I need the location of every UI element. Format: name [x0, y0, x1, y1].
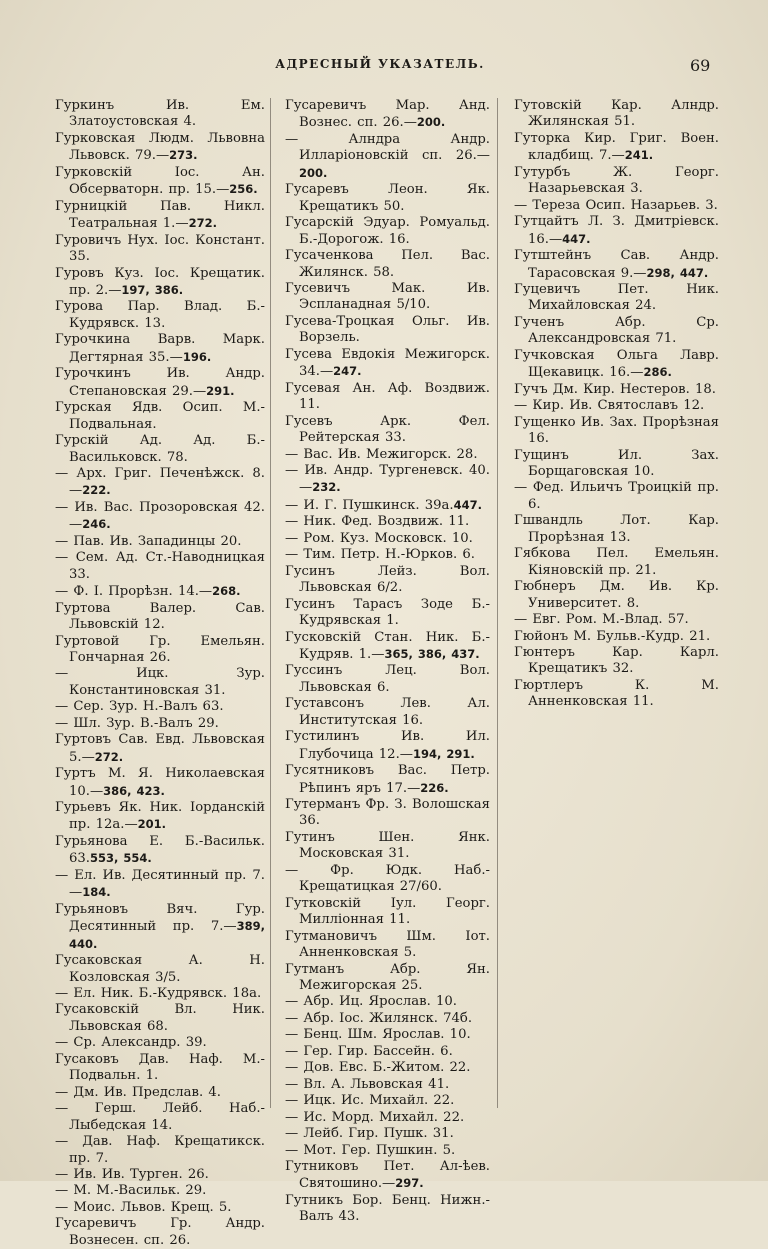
directory-entry: [55, 766, 265, 800]
entry-text: — Арх. Григ. Печенѣжск. 8.—: [55, 465, 265, 499]
entry-text: Гусаревъ Леон. Як. Крещатикъ 50.: [285, 182, 490, 214]
directory-entry: [55, 800, 265, 834]
entry-text: Гусаковская А. Н. Козловская 3/5.: [55, 953, 265, 985]
entry-text: — М. М.-Васильк. 29.: [55, 1183, 207, 1199]
entry-text: Гусаревичъ Мар. Анд. Вознес. сп. 26.—: [285, 98, 490, 131]
entry-phone-numbers: 272.: [188, 216, 217, 231]
entry-phone-numbers: 447.: [453, 497, 482, 512]
directory-entry: [514, 348, 719, 382]
entry-text: — Мот. Гер. Пушкин. 5.: [285, 1142, 456, 1158]
entry-text: Гурьянова Е. Б.-Васильк. 63.: [55, 833, 265, 867]
directory-entry: [55, 500, 265, 534]
entry-text: Густавсонъ Лев. Ал. Институтская 16.: [285, 696, 490, 728]
entry-text: Гурковская Людм. Львовна Львовск. 79.—: [55, 130, 265, 164]
entry-text: Гучъ Дм. Кир. Нестеров. 18.: [514, 381, 716, 397]
directory-entry: [285, 281, 490, 314]
directory-entry: [285, 1193, 490, 1226]
entry-text: — Моис. Львов. Крещ. 5.: [55, 1199, 232, 1215]
entry-text: Гуртовъ Сав. Евд. Львовская 5.—: [55, 732, 265, 765]
entry-text: Гуровичъ Нух. Іос. Констант. 35.: [55, 232, 265, 265]
directory-entry: [55, 1167, 265, 1183]
entry-phone-numbers: 272.: [94, 749, 124, 764]
directory-entry: [514, 382, 719, 398]
entry-text: — Фр. Юдк. Наб.-Крещатицкая 27/60.: [285, 862, 490, 895]
directory-entry: [55, 1085, 265, 1101]
entry-text: Гуторка Кир. Григ. Воен. кладбищ. 7.—: [514, 130, 719, 164]
directory-entry: [55, 1216, 265, 1249]
entry-text: Гурская Ядв. Осип. М.-Подвальная.: [55, 400, 265, 432]
entry-phone-numbers: 241.: [624, 148, 654, 163]
directory-entry: [285, 564, 490, 597]
directory-entry: [55, 466, 265, 500]
directory-entry: [55, 1134, 265, 1167]
entry-phone-numbers: 196.: [182, 349, 212, 364]
entry-text: Гусаревичъ Гр. Андр. Вознесен. сп. 26.: [55, 1216, 265, 1248]
directory-entry: [285, 98, 490, 132]
entry-text: Гусаковскій Вл. Ник. Львовская 68.: [55, 1002, 265, 1034]
entry-text: Гусинъ Лейз. Вол. Львовская 6/2.: [285, 563, 490, 596]
directory-entry: [285, 1044, 490, 1060]
entry-phone-numbers: 268.: [212, 584, 241, 599]
entry-text: Гюбнеръ Дм. Ив. Кр. Университет. 8.: [514, 579, 719, 611]
directory-entry: [285, 414, 490, 447]
directory-entry: [285, 763, 490, 797]
entry-text: — Сер. Зур. Н.-Валъ 63.: [55, 699, 224, 715]
directory-entry: [55, 666, 265, 699]
entry-text: Гусятниковъ Вас. Петр. Рѣпинъ яръ 17.—: [285, 763, 490, 796]
directory-entry: [55, 233, 265, 266]
entry-text: — Ф. І. Прорѣзн. 14.—: [55, 584, 213, 600]
entry-text: Гурочкина Варв. Марк. Дегтярная 35.—: [55, 332, 265, 365]
entry-phone-numbers: 226.: [420, 780, 449, 795]
entry-phone-numbers: 200.: [416, 115, 446, 130]
directory-entry: [55, 332, 265, 366]
entry-text: Гучковская Ольга Лавр. Щекавицк. 16.—: [514, 347, 719, 381]
entry-text: — Вас. Ив. Межигорск. 28.: [285, 446, 478, 462]
entry-phone-numbers: 222.: [82, 483, 111, 498]
directory-entry: [285, 381, 490, 414]
entry-text: Гутштейнъ Сав. Андр. Тарасовская 9.—: [514, 248, 719, 281]
entry-phone-numbers: 197, 386.: [121, 282, 184, 297]
entry-phone-numbers: 184.: [82, 885, 111, 900]
entry-phone-numbers: 365, 386, 437.: [384, 646, 480, 661]
entry-text: Гутурбъ Ж. Георг. Назарьевская 3.: [514, 164, 719, 197]
entry-text: Гутниковъ Пет. Ал-ѣев. Святошино.—: [285, 1159, 490, 1192]
directory-entry: [285, 531, 490, 547]
directory-entry: [55, 131, 265, 165]
directory-entry: [514, 198, 719, 214]
entry-text: Гутникъ Бор. Бенц. Нижн.-Валъ 43.: [285, 1192, 490, 1225]
entry-text: Гуртъ М. Я. Николаевская 10.—: [55, 766, 265, 799]
entry-text: — Шл. Зур. В.-Валъ 29.: [55, 715, 219, 731]
directory-entry: [285, 929, 490, 962]
entry-text: — Гер. Гир. Бассейн. 6.: [285, 1043, 453, 1059]
directory-entry: [285, 1060, 490, 1076]
entry-text: Гусинъ Тарасъ Зоде Б.-Кудрявская 1.: [285, 596, 490, 629]
directory-entry: [55, 299, 265, 332]
entry-text: Гусева-Троцкая Ольг. Ив. Ворзель.: [285, 313, 490, 346]
directory-entry: [285, 696, 490, 729]
entry-text: Гшвандль Лот. Кар. Прорѣзная 13.: [514, 513, 719, 545]
entry-text: Гусаченкова Пел. Вас. Жилянск. 58.: [285, 248, 490, 280]
entry-text: Гюнтеръ Кар. Карл. Крещатикъ 32.: [514, 644, 719, 677]
entry-text: Гутковскій Іул. Георг. Милліонная 11.: [285, 895, 490, 928]
directory-entry: [55, 868, 265, 902]
directory-entry: [55, 1101, 265, 1134]
entry-text: — Тереза Осип. Назарьев. 3.: [514, 197, 718, 213]
directory-entry: [55, 902, 265, 953]
directory-entry: [55, 601, 265, 634]
entry-text: — Евг. Ром. М.-Влад. 57.: [514, 612, 689, 628]
directory-entry: [514, 398, 719, 414]
directory-entry: [514, 579, 719, 612]
entry-phone-numbers: 291.: [206, 383, 235, 398]
directory-entry: [55, 1052, 265, 1085]
directory-entry: [514, 131, 719, 165]
directory-entry: [285, 830, 490, 863]
entry-text: Гусевичъ Мак. Ив. Эспланадная 5/10.: [285, 280, 490, 313]
entry-phone-numbers: 297.: [395, 1176, 424, 1191]
directory-entry: [285, 447, 490, 463]
entry-text: Гущенко Ив. Зах. Прорѣзная 16.: [514, 414, 719, 447]
entry-text: — Бенц. Шм. Ярослав. 10.: [285, 1027, 471, 1043]
directory-entry: [514, 448, 719, 481]
entry-text: Гурковскій Іос. Ан. Обсерваторн. пр. 15.—: [55, 164, 265, 198]
entry-text: Гуртова Валер. Сав. Львовскій 12.: [55, 600, 265, 633]
entry-phone-numbers: 247.: [333, 364, 362, 379]
directory-column-3: [514, 98, 719, 711]
directory-entry: [514, 415, 719, 448]
entry-phone-numbers: 273.: [169, 148, 198, 163]
directory-entry: [55, 953, 265, 986]
directory-entry: [285, 497, 490, 514]
directory-entry: [514, 98, 719, 131]
directory-entry: [285, 347, 490, 381]
directory-entry: [285, 547, 490, 563]
entry-text: Гутинъ Шен. Янк. Московская 31.: [285, 829, 490, 862]
entry-text: — Ел. Ив. Десятинный пр. 7.—: [55, 867, 265, 901]
entry-text: — Фед. Ильичъ Троицкій пр. 6.: [514, 480, 719, 512]
directory-entry: [55, 732, 265, 766]
entry-text: Гутцайтъ Л. З. Дмитріевск. 16.—: [514, 214, 719, 247]
directory-entry: [514, 315, 719, 348]
entry-text: Гурницкій Пав. Никл. Театральная 1.—: [55, 198, 265, 232]
entry-text: — Ник. Фед. Воздвиж. 11.: [285, 514, 470, 530]
directory-entry: [55, 1002, 265, 1035]
entry-text: — Абр. Іос. Жилянск. 74б.: [285, 1010, 473, 1026]
directory-entry: [285, 863, 490, 896]
entry-text: Гусевъ Арк. Фел. Рейтерская 33.: [285, 413, 490, 446]
directory-entry: [285, 994, 490, 1010]
entry-text: Гутерманъ Фр. З. Волошская 36.: [285, 797, 490, 829]
entry-text: Гусковскій Стан. Ник. Б.-Кудряв. 1.—: [285, 629, 490, 662]
entry-phone-numbers: 232.: [312, 480, 341, 495]
directory-entry: [55, 366, 265, 400]
entry-text: Гусева Евдокія Межигорск. 34.—: [285, 346, 490, 380]
entry-text: Гурьевъ Як. Ник. Іорданскій пр. 12а.—: [55, 800, 265, 833]
entry-text: — Пав. Ив. Западинцы 20.: [55, 533, 242, 549]
entry-phone-numbers: 200.: [299, 165, 328, 180]
directory-entry: [55, 165, 265, 199]
entry-text: — Ив. Вас. Прозоровская 42.—: [55, 499, 265, 533]
entry-text: — Герш. Лейб. Наб.-Лыбедская 14.: [55, 1101, 265, 1133]
entry-text: Гуркинъ Ив. Ем. Златоустовская 4.: [55, 98, 265, 130]
entry-text: Гусевая Ан. Аф. Воздвиж. 11.: [285, 380, 490, 413]
directory-entry: [285, 1159, 490, 1193]
directory-entry: [285, 182, 490, 215]
directory-entry: [514, 678, 719, 711]
directory-entry: [285, 215, 490, 248]
directory-entry: [285, 663, 490, 696]
directory-entry: [55, 400, 265, 433]
entry-text: — Тим. Петр. Н.-Юрков. 6.: [285, 547, 475, 563]
entry-text: — Ив. Андр. Тургеневск. 40.—: [285, 462, 490, 496]
directory-entry: [55, 1200, 265, 1216]
directory-entry: [55, 1183, 265, 1199]
column-divider: [497, 98, 498, 1108]
directory-entry: [285, 1011, 490, 1027]
directory-entry: [514, 248, 719, 282]
page-number: 69: [690, 56, 711, 75]
entry-phone-numbers: 286.: [643, 365, 672, 380]
entry-phone-numbers: 553, 554.: [89, 851, 152, 866]
directory-entry: [285, 1027, 490, 1043]
directory-entry: [55, 199, 265, 233]
entry-text: Гябкова Пел. Емельян. Кіяновскій пр. 21.: [514, 546, 719, 578]
entry-text: Гуровъ Куз. Іос. Крещатик. пр. 2.—: [55, 265, 265, 298]
entry-text: — Ср. Александр. 39.: [55, 1035, 207, 1051]
directory-entry: [55, 986, 265, 1002]
entry-phone-numbers: 201.: [137, 817, 167, 832]
entry-text: Густилинъ Ив. Ил. Глубочица 12.—: [285, 729, 490, 762]
directory-entry: [55, 266, 265, 300]
directory-entry: [514, 546, 719, 579]
entry-text: Гурова Пар. Влад. Б.-Кудрявск. 13.: [55, 299, 265, 331]
directory-entry: [285, 630, 490, 664]
directory-entry: [285, 896, 490, 929]
entry-text: — Кир. Ив. Святославъ 12.: [514, 398, 705, 414]
directory-entry: [285, 797, 490, 830]
entry-text: Гусаковъ Дав. Наф. М.-Подвальн. 1.: [55, 1051, 265, 1084]
entry-text: — Лейб. Гир. Пушк. 31.: [285, 1126, 454, 1142]
page-header-title: АДРЕСНЫЙ УКАЗАТЕЛЬ.: [275, 57, 485, 71]
entry-text: — Сем. Ад. Ст.-Наводницкая 33.: [55, 550, 265, 582]
entry-text: — Ром. Куз. Московск. 10.: [285, 530, 473, 546]
directory-entry: [514, 612, 719, 628]
column-divider: [270, 98, 271, 1108]
entry-text: Гуссинъ Лец. Вол. Львовская 6.: [285, 663, 490, 695]
entry-text: — Вл. А. Львовская 41.: [285, 1076, 450, 1092]
directory-entry: [55, 534, 265, 550]
entry-phone-numbers: 447.: [562, 231, 591, 246]
entry-phone-numbers: 194, 291.: [412, 746, 475, 761]
directory-entry: [55, 716, 265, 732]
directory-entry: [514, 645, 719, 678]
directory-entry: [514, 629, 719, 645]
directory-entry: [55, 834, 265, 868]
entry-text: Гуцевичъ Пет. Ник. Михайловская 24.: [514, 281, 719, 314]
entry-text: Гурочкинъ Ив. Андр. Степановская 29.—: [55, 366, 265, 399]
directory-entry: [514, 214, 719, 248]
entry-text: Гутмановичъ Шм. Іот. Анненковская 5.: [285, 928, 490, 961]
entry-text: — И. Г. Пушкинск. 39а.: [285, 497, 454, 513]
directory-entry: [285, 132, 490, 182]
directory-entry: [285, 1126, 490, 1142]
directory-entry: [285, 314, 490, 347]
directory-column-1: [55, 98, 265, 1249]
directory-entry: [55, 98, 265, 131]
directory-entry: [285, 1093, 490, 1109]
entry-text: — Дов. Евс. Б.-Житом. 22.: [285, 1060, 471, 1076]
directory-entry: [55, 1035, 265, 1051]
directory-entry: [55, 699, 265, 715]
entry-text: — Ив. Ив. Турген. 26.: [55, 1167, 209, 1182]
entry-text: — Абр. Иц. Ярослав. 10.: [285, 994, 457, 1010]
directory-entry: [55, 583, 265, 600]
entry-phone-numbers: 298, 447.: [646, 265, 709, 280]
entry-text: Гученъ Абр. Ср. Александровская 71.: [514, 314, 719, 347]
entry-text: Гурьяновъ Вяч. Гур. Десятинный пр. 7.—: [55, 901, 265, 935]
entry-text: Гусарскій Эдуар. Ромуальд. Б.-Дорогож. 16.: [285, 215, 490, 247]
directory-entry: [285, 1110, 490, 1126]
entry-text: Гурскій Ад. Ад. Б.-Васильковск. 78.: [55, 433, 265, 465]
directory-entry: [285, 729, 490, 763]
directory-entry: [285, 514, 490, 530]
entry-text: — Алндра Андр. Илларіоновскій сп. 26.—: [285, 131, 490, 164]
entry-text: — Ел. Ник. Б.-Кудрявск. 18а.: [55, 986, 262, 1002]
entry-text: Гущинъ Ил. Зах. Борщаговская 10.: [514, 447, 719, 479]
entry-text: — Ицк. Зур. Константиновская 31.: [55, 666, 265, 698]
directory-entry: [285, 1143, 490, 1159]
entry-text: — Дав. Наф. Крещатикск. пр. 7.: [55, 1134, 265, 1166]
directory-entry: [55, 550, 265, 583]
directory-entry: [55, 634, 265, 667]
directory-entry: [285, 1077, 490, 1093]
entry-phone-numbers: 246.: [82, 517, 111, 532]
directory-entry: [514, 165, 719, 198]
entry-text: — Дм. Ив. Предслав. 4.: [55, 1084, 221, 1100]
directory-entry: [285, 597, 490, 630]
entry-text: Гутовскій Кар. Алндр. Жилянская 51.: [514, 98, 719, 130]
entry-text: Гутманъ Абр. Ян. Межигорская 25.: [285, 961, 490, 994]
directory-entry: [514, 282, 719, 315]
entry-text: Гюртлеръ К. М. Анненковская 11.: [514, 677, 719, 710]
entry-text: Гюйонъ М. Бульв.-Кудр. 21.: [514, 628, 711, 644]
entry-text: — Ицк. Ис. Михайл. 22.: [285, 1093, 455, 1109]
entry-phone-numbers: 256.: [229, 182, 258, 197]
directory-entry: [285, 463, 490, 497]
directory-entry: [55, 433, 265, 466]
directory-entry: [285, 962, 490, 995]
directory-column-2: [285, 98, 490, 1226]
entry-text: Гуртовой Гр. Емельян. Гончарная 26.: [55, 633, 265, 665]
directory-entry: [285, 248, 490, 281]
directory-entry: [514, 513, 719, 546]
entry-text: — Ис. Морд. Михайл. 22.: [285, 1109, 465, 1125]
entry-phone-numbers: 386, 423.: [103, 783, 165, 798]
entry-phone-numbers: 389, 440.: [69, 919, 265, 951]
directory-entry: [514, 480, 719, 513]
